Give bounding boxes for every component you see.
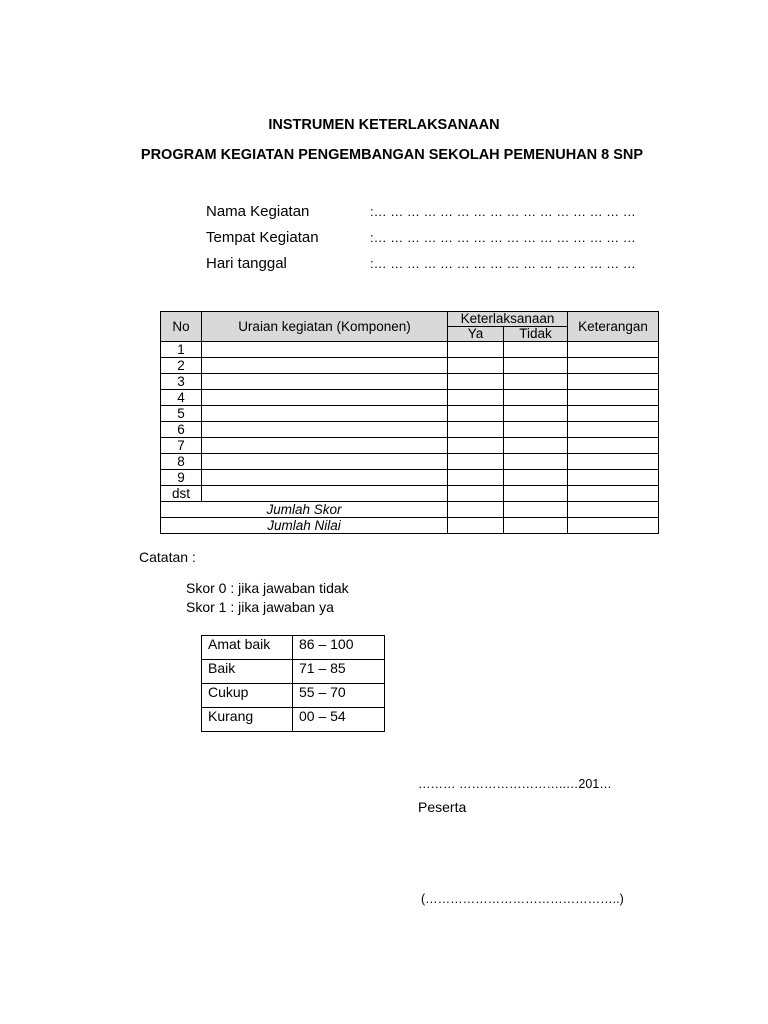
header-ya: Ya	[448, 327, 504, 342]
document-title: INSTRUMEN KETERLAKSANAAN	[268, 117, 500, 133]
row-number: 7	[161, 438, 202, 454]
table-cell	[568, 390, 659, 406]
table-cell	[504, 358, 568, 374]
table-row	[161, 454, 659, 470]
table-cell	[568, 486, 659, 502]
table-cell	[448, 358, 504, 374]
table-cell	[504, 406, 568, 422]
table-cell	[504, 374, 568, 390]
table-cell	[448, 390, 504, 406]
table-cell	[504, 470, 568, 486]
table-cell	[504, 342, 568, 358]
table-cell	[448, 342, 504, 358]
table-cell	[448, 406, 504, 422]
table-cell	[504, 486, 568, 502]
table-cell	[568, 374, 659, 390]
table-row	[161, 470, 659, 486]
table-cell	[202, 358, 448, 374]
table-cell	[568, 342, 659, 358]
table-cell	[448, 438, 504, 454]
table-row	[161, 358, 659, 374]
header-uraian: Uraian kegiatan (Komponen)	[202, 312, 448, 342]
table-row	[161, 486, 659, 502]
table-row-jumlah-skor	[161, 502, 659, 518]
table-cell	[504, 454, 568, 470]
grade-range: 55 – 70	[293, 684, 385, 708]
table-cell	[448, 502, 504, 518]
table-cell	[202, 390, 448, 406]
grade-row	[202, 708, 385, 732]
row-number: 9	[161, 470, 202, 486]
jumlah-skor-label: Jumlah Skor	[161, 502, 448, 518]
table-cell	[448, 422, 504, 438]
table-cell	[202, 422, 448, 438]
table-cell	[568, 470, 659, 486]
header-no: No	[161, 312, 202, 342]
row-number: 3	[161, 374, 202, 390]
grade-range: 00 – 54	[293, 708, 385, 732]
table-cell	[448, 470, 504, 486]
table-cell	[448, 454, 504, 470]
field-label: Nama Kegiatan	[206, 203, 310, 220]
row-number: 5	[161, 406, 202, 422]
grade-table	[201, 635, 385, 732]
grade-label: Kurang	[202, 708, 293, 732]
table-cell	[568, 454, 659, 470]
table-row	[161, 438, 659, 454]
row-number: 6	[161, 422, 202, 438]
field-label: Hari tanggal	[206, 255, 287, 272]
table-cell	[202, 470, 448, 486]
row-number: dst	[161, 486, 202, 502]
table-cell	[568, 358, 659, 374]
table-row	[161, 390, 659, 406]
row-number: 4	[161, 390, 202, 406]
peserta-label: Peserta	[418, 799, 467, 815]
table-cell	[568, 518, 659, 534]
table-row	[161, 422, 659, 438]
table-cell	[202, 438, 448, 454]
table-cell	[202, 342, 448, 358]
table-cell	[568, 422, 659, 438]
table-cell	[568, 438, 659, 454]
row-number: 1	[161, 342, 202, 358]
signature-line: (………………………………………..)	[421, 892, 624, 906]
field-value: :… … … … … … … … … … … … … … … …	[370, 230, 636, 245]
grade-range: 86 – 100	[293, 636, 385, 660]
header-keterlaksanaan: Keterlaksanaan	[448, 312, 568, 327]
grade-row	[202, 660, 385, 684]
table-row	[161, 374, 659, 390]
table-cell	[202, 486, 448, 502]
activity-table	[160, 311, 659, 534]
skor-0-note: Skor 0 : jika jawaban tidak	[186, 580, 349, 596]
table-cell	[202, 406, 448, 422]
table-cell	[504, 422, 568, 438]
header-tidak: Tidak	[504, 327, 568, 342]
grade-label: Amat baik	[202, 636, 293, 660]
table-cell	[448, 518, 504, 534]
skor-1-note: Skor 1 : jika jawaban ya	[186, 599, 334, 615]
table-cell	[202, 454, 448, 470]
field-value: :… … … … … … … … … … … … … … … …	[370, 204, 636, 219]
table-row	[161, 342, 659, 358]
table-cell	[504, 502, 568, 518]
table-cell	[202, 374, 448, 390]
row-number: 2	[161, 358, 202, 374]
table-cell	[448, 374, 504, 390]
date-line: ……… ……………………..…201…	[418, 777, 612, 791]
grade-row	[202, 684, 385, 708]
grade-row	[202, 636, 385, 660]
grade-label: Baik	[202, 660, 293, 684]
table-row-jumlah-nilai	[161, 518, 659, 534]
table-row	[161, 406, 659, 422]
row-number: 8	[161, 454, 202, 470]
header-keterangan: Keterangan	[568, 312, 659, 342]
table-cell	[504, 390, 568, 406]
table-cell	[568, 502, 659, 518]
table-cell	[448, 486, 504, 502]
grade-label: Cukup	[202, 684, 293, 708]
grade-range: 71 – 85	[293, 660, 385, 684]
catatan-label: Catatan :	[139, 549, 196, 565]
field-value: :… … … … … … … … … … … … … … … …	[370, 256, 636, 271]
field-label: Tempat Kegiatan	[206, 229, 319, 246]
table-cell	[504, 518, 568, 534]
jumlah-nilai-label: Jumlah Nilai	[161, 518, 448, 534]
table-cell	[568, 406, 659, 422]
document-subtitle: PROGRAM KEGIATAN PENGEMBANGAN SEKOLAH PEMENUHAN 8 SNP	[140, 147, 644, 163]
table-cell	[504, 438, 568, 454]
